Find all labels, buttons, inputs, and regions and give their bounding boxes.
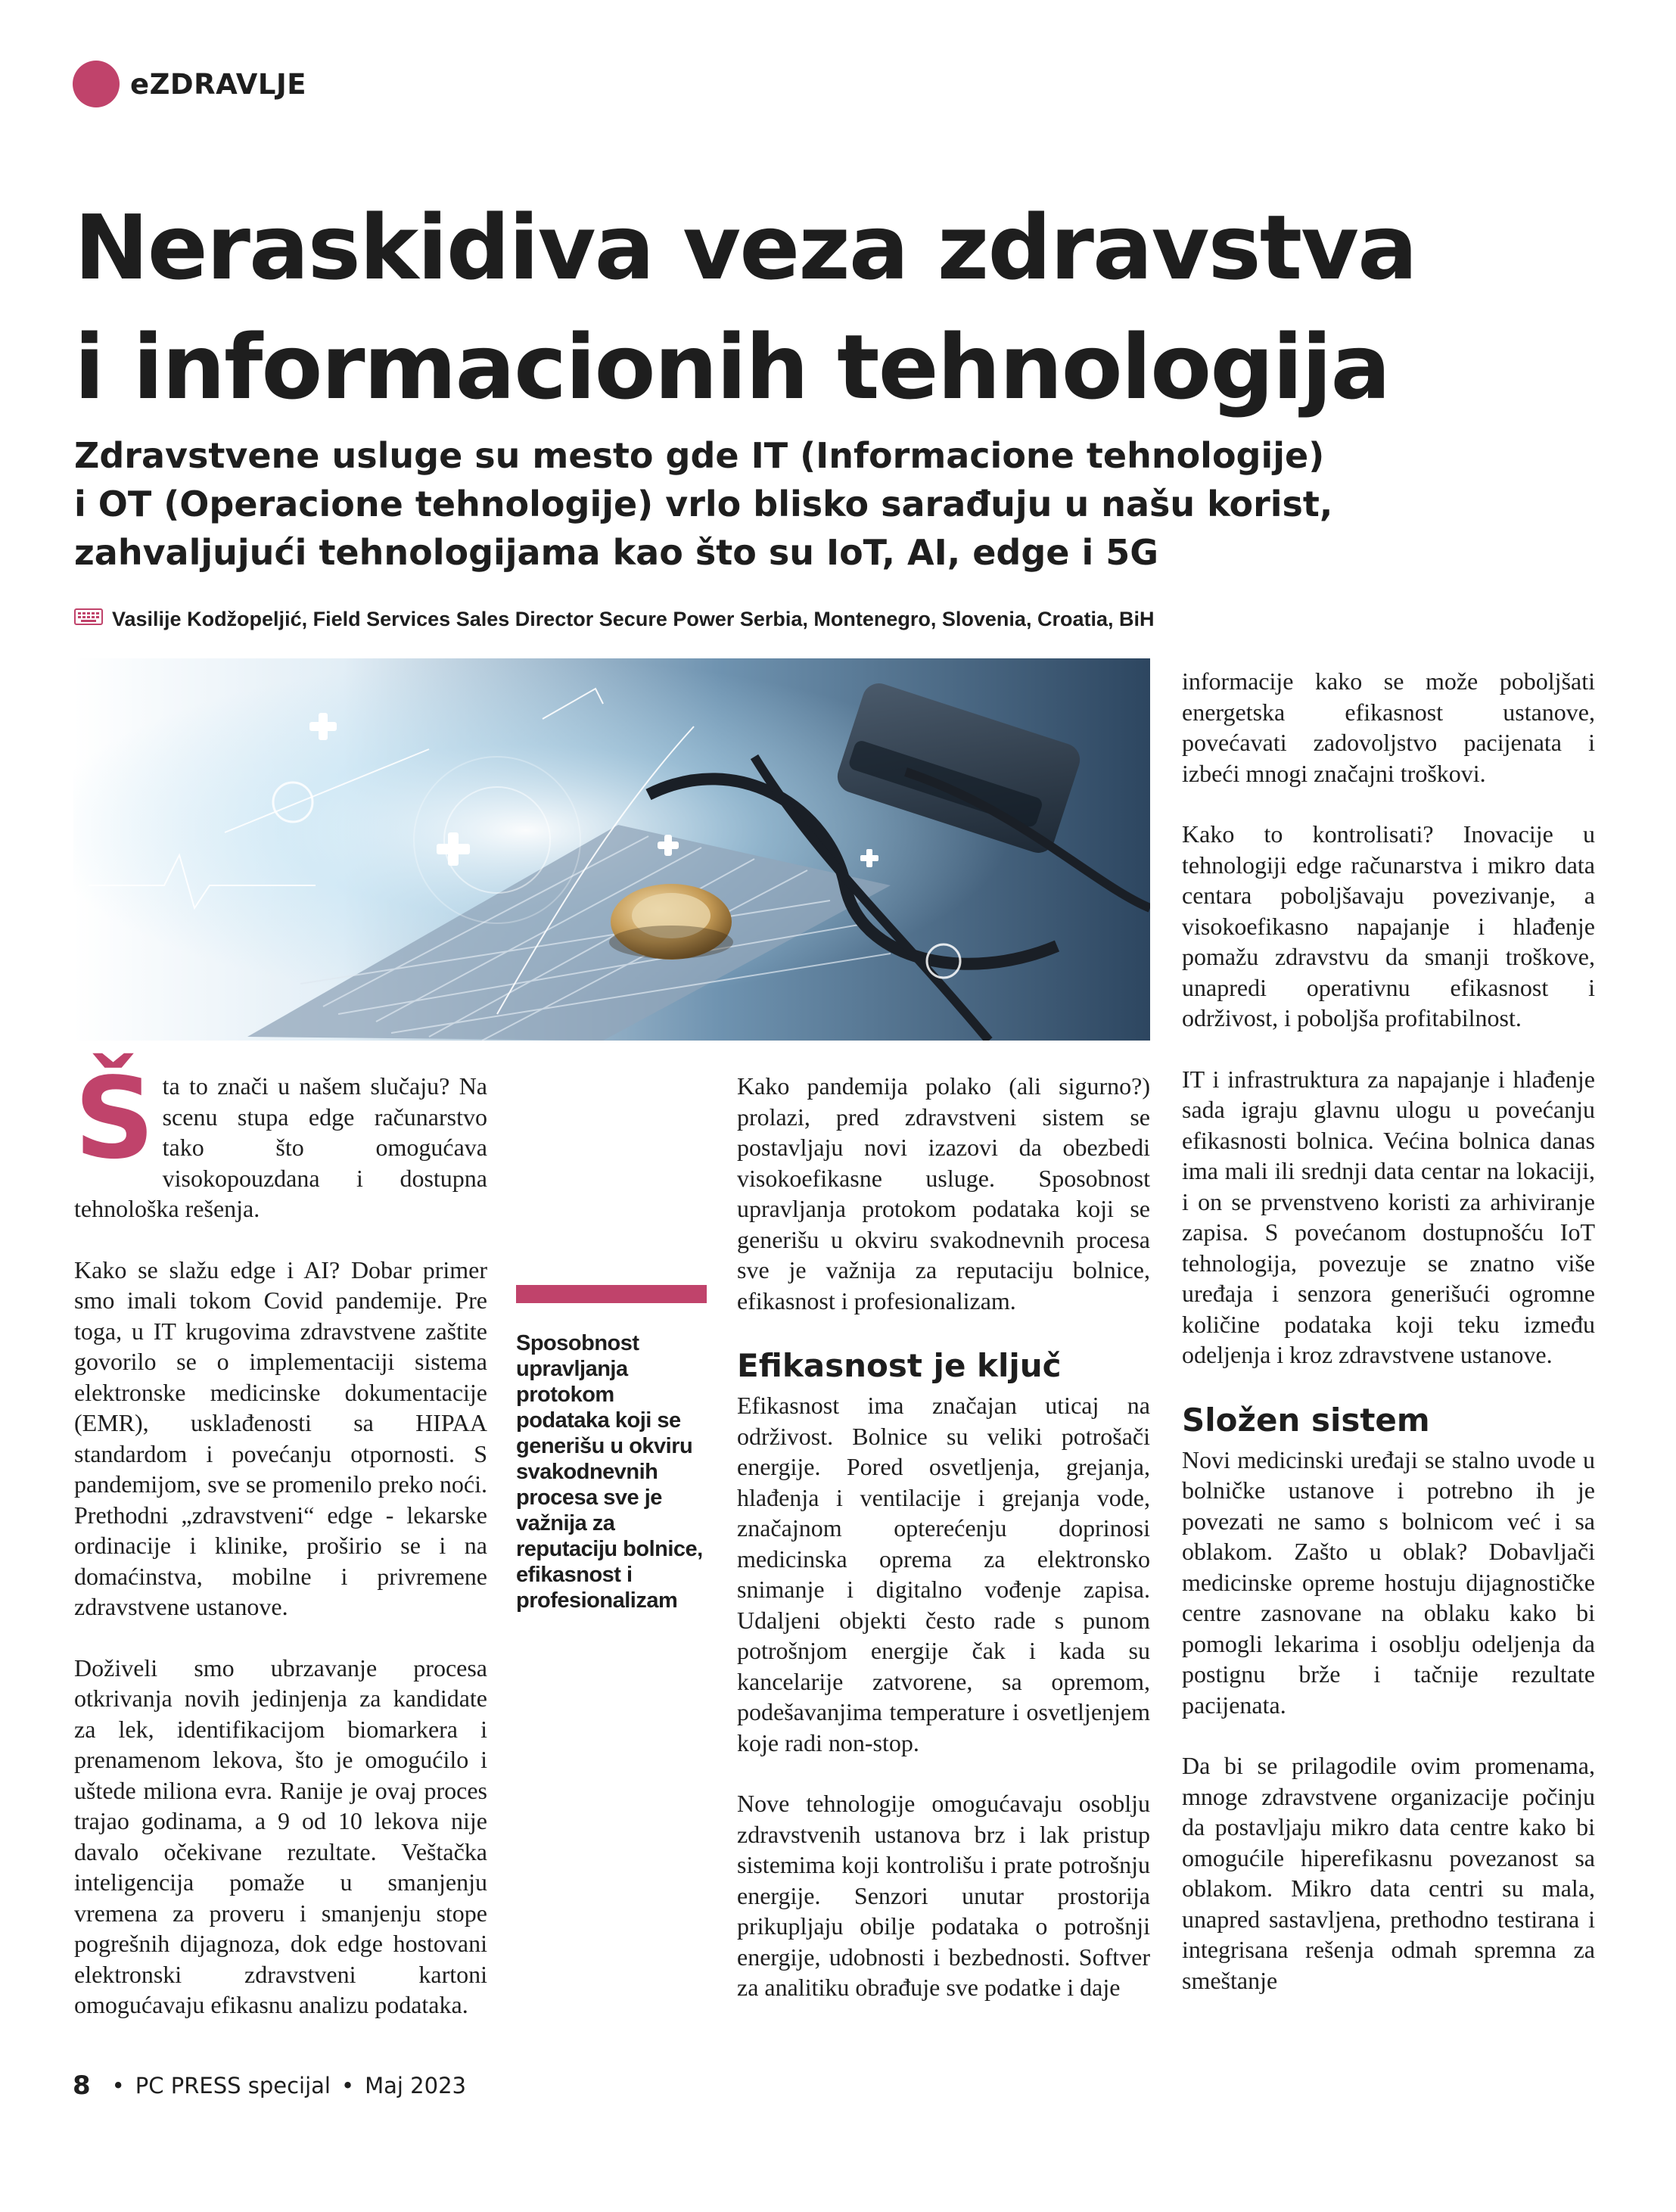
paragraph: Doživeli smo ubrzavanje procesa otkrivanja novih jedinjenja za kandidate za lek, identifikacijom biomarkera i prenamenom lekova, što je omogućilo i uštede miliona evra. Ranije je ovaj proces trajao godinama, a 9 od 10 lekova nije davalo očekivane rezultate. Veštačka inteligencija pomaže u smanjenju vremena za proveru i smanjenju stope pogrešnih dijagnoza, dok edge hostovani elektronski zdravstveni kartoni omogućavaju efikasnu analizu podataka. — [74, 1654, 487, 2018]
section-label: eZDRAVLJE — [130, 67, 307, 101]
paragraph: informacije kako se može poboljšati energetska efikasnost ustanove, povećavati zadovoljstvo pacijenata i izbeći mnogi značajni troškovi. — [1182, 667, 1595, 787]
subtitle-line-2: i OT (Operacione tehnologije) vrlo blisko sarađuju u našu korist, — [74, 484, 1333, 524]
byline-text: Vasilije Kodžopeljić, Field Services Sales Director Secure Power Serbia, Montenegro, Slovenia, Croatia, BiH — [112, 607, 1155, 630]
publication-name: PC PRESS specijal — [135, 2073, 331, 2098]
paragraph: Da bi se prilagodile ovim promenama, mnoge zdravstvene organizacije počinju da postavljaju mikro data centre kako bi omogućile hiperefikasnu povezanost sa oblakom. Mikro data centri su mala, unapred sastavljena, prethodno testirana i integrisana rešenja odmah spremna za smeštanje — [1182, 1752, 1595, 1994]
paragraph: Kako to kontrolisati? Inovacije u tehnologiji edge računarstva i mikro data centara poboljšavaju povezivanje, a visokoefikasno napajanje i hlađenje pomažu zdravstvu da smanji troškove, unapredi operativnu efikasnost i održivost, i poboljša profitabilnost. — [1182, 820, 1595, 1031]
page-number: 8 — [73, 2070, 91, 2101]
page-footer — [73, 2070, 466, 2101]
column-1 — [74, 1053, 487, 2021]
subtitle — [74, 431, 1633, 577]
byline — [74, 604, 1154, 634]
section-heading: Efikasnost je ključ — [737, 1347, 1062, 1384]
paragraph: IT i infrastruktura za napajanje i hlađenje sada igraju glavnu ulogu u povećanju efikasnosti bolnica. Većina bolnica danas ima mali ili srednji data centar na lokaciji, i on se prvenstveno koristi za arhiviranje zapisa. S povećanom dostupnošću IoT tehnologija, povezuje se znatno više uređaja i senzora generišući ogromne količine podataka koji teku između odeljenja i kroz zdravstvene ustanove. — [1182, 1065, 1595, 1368]
page-title — [74, 188, 1633, 427]
title-line-1: Neraskidiva veza zdravstva — [74, 195, 1416, 300]
column-2 — [737, 1071, 1150, 2003]
pull-quote-text: Sposobnost upravljanja protokom podataka koji se generišu u okviru svakodnevnih procesa sve je važnija za reputaciju bolnice, efikasnost i profesionalizam — [516, 1331, 703, 1613]
drop-cap: Š — [74, 1053, 155, 1184]
pull-quote — [516, 1285, 707, 1613]
paragraph: Efikasnost ima značajan uticaj na održivost. Bolnice su veliki potrošači energije. Pored osvetljenja, grejanja, hlađenja i ventilacije i grejanja vode, značajnom opterećenju doprinosi medicinska oprema za elektronsko snimanje i digitalno vođenje zapisa. Udaljeni objekti često rade s punom potrošnjom energije čak i kada su kancelarije zatvorene, sa opremom, podešavanjima temperature i osvetljenjem koje radi non-stop. — [737, 1392, 1150, 1756]
medical-tech-illustration — [73, 658, 1150, 1041]
issue-date: Maj 2023 — [365, 2073, 466, 2098]
hero-image — [73, 658, 1150, 1041]
subtitle-line-3: zahvaljujući tehnologijama kao što su IoT, AI, edge i 5G — [74, 532, 1159, 573]
paragraph: Nove tehnologije omogućavaju osoblju zdravstvenih ustanova brz i lak pristup sistemima koji kontrolišu i prate potrošnju energije. Senzori unutar prostorija prikupljaju obilje podataka o potrošnji energije, udobnosti i bezbednosti. Softver za analitiku obrađuje sve podatke i daje — [737, 1790, 1150, 2001]
paragraph: Kako se slažu edge i AI? Dobar primer smo imali tokom Covid pandemije. Pre toga, u IT krugovima zdravstvene zaštite govorilo se o implementaciji sistema elektronske medicinske dokumentacije (EMR), usklađenosti sa HIPAA standardom i povećanju otpornosti. S pandemijom, sve se promenilo preko noći. Prethodni „zdravstveni“ edge - lekarske ordinacije i klinike, proširio se i na domaćinstva, mobilne i privremene zdravstvene ustanove. — [74, 1255, 487, 1620]
paragraph: Novi medicinski uređaji se stalno uvode u bolničke ustanove i potrebno ih je povezati ne samo s bolnicom već i sa oblakom. Zašto u oblak? Dobavljači medicinske opreme hostuju dijagnostičke centre zasnovane na oblaku kako bi pomogli lekarima i osoblju odeljenja da postignu brže i tačnije rezultate pacijenata. — [1182, 1445, 1595, 1719]
pull-quote-bar — [516, 1285, 707, 1303]
subtitle-line-1: Zdravstvene usluge su mesto gde IT (Informacione tehnologije) — [74, 435, 1325, 476]
paragraph: Kako pandemija polako (ali sigurno?) prolazi, pred zdravstveni sistem se postavljaju novi izazovi da obezbedi visokoefikasne usluge. Sposobnost upravljanja protokom podataka koji se generišu u okviru svakodnevnih procesa sve je važnija za reputaciju bolnice, efikasnost i profesionalizam. — [737, 1072, 1150, 1314]
section-heading: Složen sistem — [1182, 1401, 1430, 1439]
section-dot — [73, 61, 120, 107]
footer-separator: • — [340, 2073, 355, 2098]
lead-text: ta to znači u našem slučaju? Na scenu stupa edge računarstvo tako što omogućava visokopouzdana i dostupna tehnološka rešenja. — [74, 1072, 487, 1222]
keyboard-icon — [74, 608, 103, 631]
section-tag — [73, 58, 306, 110]
title-line-2: i informacionih tehnologija — [74, 315, 1390, 419]
column-3 — [1182, 666, 1595, 1996]
footer-separator: • — [111, 2073, 125, 2098]
lead-paragraph — [74, 1053, 487, 1224]
